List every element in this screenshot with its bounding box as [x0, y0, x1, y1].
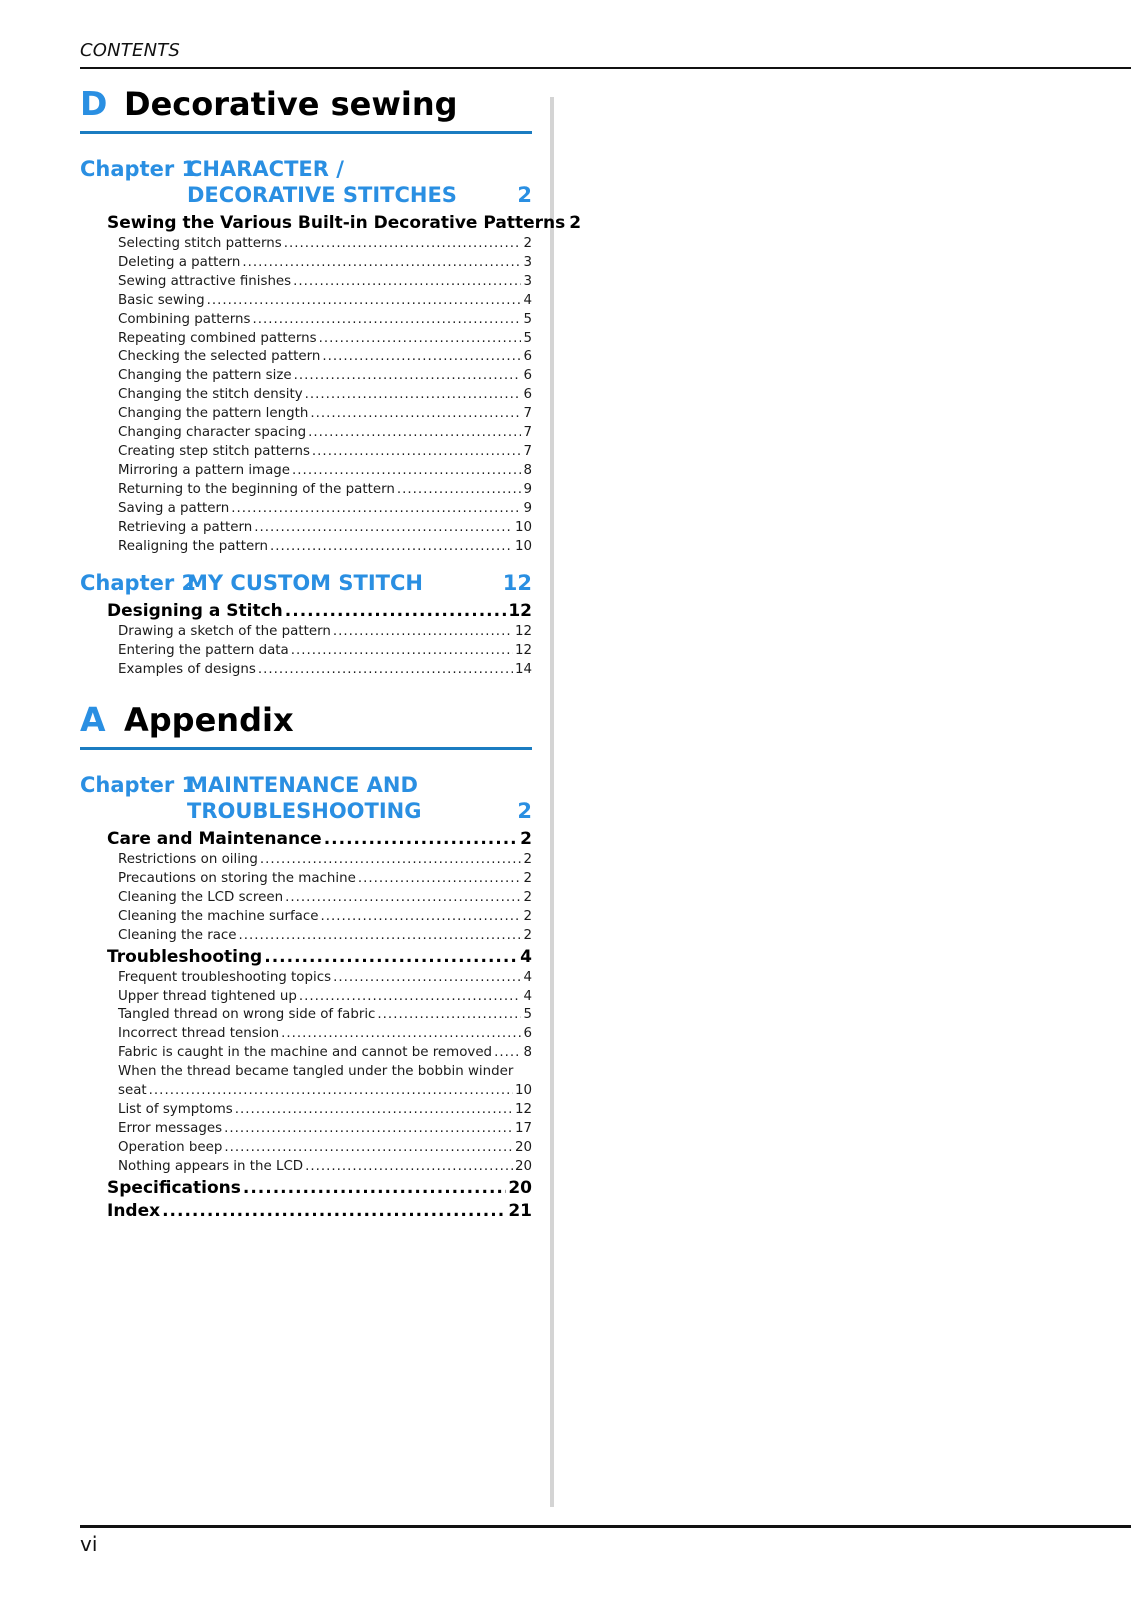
section-title: Specifications: [107, 1177, 241, 1198]
header-rule: [80, 67, 1131, 69]
toc-entry[interactable]: [118, 661, 532, 680]
toc-entry[interactable]: [118, 1158, 532, 1177]
entry-label: Checking the selected pattern: [118, 349, 321, 365]
toc-entry[interactable]: [118, 500, 532, 519]
dot-leader: [377, 1006, 521, 1025]
dot-leader: [322, 348, 521, 367]
entry-page: 12: [514, 643, 532, 659]
dot-leader: [358, 870, 522, 889]
entry-page: 2: [523, 236, 532, 251]
toc-entry[interactable]: [118, 1044, 532, 1063]
toc-section[interactable]: [107, 946, 532, 969]
chapter-number: Chapter 1: [80, 157, 197, 181]
chapter-number: Chapter 1: [80, 773, 197, 798]
entry-page: 12: [514, 624, 532, 640]
dot-leader: [207, 292, 522, 311]
entry-label: Changing the pattern length: [118, 406, 309, 422]
part-letter: D: [80, 84, 108, 123]
dot-leader: [319, 330, 522, 349]
section-title: Sewing the Various Built-in Decorative Patterns: [107, 213, 566, 233]
table-of-contents: [80, 84, 582, 1223]
toc-entry-wrapped-continuation[interactable]: [118, 1082, 532, 1101]
toc-entry[interactable]: [118, 273, 532, 292]
entry-page: 8: [523, 462, 532, 478]
dot-leader: [224, 1120, 513, 1139]
entry-page: 10: [514, 1083, 532, 1099]
entry-label: seat: [118, 1083, 147, 1099]
entry-label: Incorrect thread tension: [118, 1026, 280, 1042]
dot-leader: [305, 386, 522, 405]
entry-label: Deleting a pattern: [118, 254, 241, 270]
entry-label: Selecting stitch patterns: [118, 236, 282, 251]
dot-leader: [281, 1025, 521, 1044]
entry-label: Entering the pattern data: [118, 643, 289, 659]
toc-entry[interactable]: [118, 462, 532, 481]
entry-label: Error messages: [118, 1120, 223, 1136]
entry-page: 5: [523, 330, 532, 346]
dot-leader: [270, 538, 513, 557]
entry-page: 8: [523, 1045, 532, 1061]
entry-label: Frequent troubleshooting topics: [118, 969, 332, 985]
section-title: Designing a Stitch: [107, 601, 283, 622]
dot-leader: [312, 443, 522, 462]
entry-page: 20: [514, 1139, 532, 1155]
entry-label: Operation beep: [118, 1139, 223, 1155]
dot-leader: [294, 367, 522, 386]
entry-label: Restrictions on oiling: [118, 852, 258, 868]
entry-label: Tangled thread on wrong side of fabric: [118, 1007, 376, 1023]
chapter-heading[interactable]: [80, 570, 532, 596]
dot-leader: [242, 254, 521, 273]
footer-rule: [80, 1525, 1131, 1528]
dot-leader: [310, 405, 521, 424]
entry-page: 7: [523, 406, 532, 422]
entry-page: 4: [523, 988, 532, 1004]
entry-label: Repeating combined patterns: [118, 330, 317, 346]
toc-section-index[interactable]: [107, 1200, 532, 1223]
entry-page: 5: [523, 311, 532, 327]
dot-leader: [333, 623, 513, 642]
entry-page: 3: [523, 254, 532, 270]
dot-leader: [284, 235, 522, 254]
toc-entry[interactable]: [118, 969, 532, 988]
entry-label: Returning to the beginning of the pattern: [118, 481, 395, 497]
entry-label: Cleaning the LCD screen: [118, 889, 284, 905]
toc-section[interactable]: [107, 212, 582, 235]
toc-entry[interactable]: [118, 988, 532, 1007]
section-page: 12: [508, 601, 532, 622]
page-number: vi: [80, 1532, 98, 1556]
dot-leader: [293, 273, 521, 292]
entry-label: Mirroring a pattern image: [118, 462, 291, 478]
entry-label: Cleaning the machine surface: [118, 908, 319, 924]
dot-leader: [285, 600, 507, 623]
chapter-page: 2: [517, 183, 532, 207]
toc-entry[interactable]: [118, 424, 532, 443]
section-title: Troubleshooting: [107, 946, 263, 967]
entry-page: 5: [523, 1007, 532, 1023]
toc-entry[interactable]: [118, 1101, 532, 1120]
entry-page: 6: [523, 1026, 532, 1042]
dot-leader: [308, 424, 521, 443]
dot-leader: [149, 1082, 513, 1101]
entry-page: 6: [523, 368, 532, 384]
entry-page: 6: [523, 349, 532, 365]
chapter-title: MAINTENANCE AND TROUBLESHOOTING: [187, 773, 422, 824]
entry-label: Cleaning the race: [118, 927, 237, 943]
entry-label: Realigning the pattern: [118, 538, 268, 554]
toc-entry[interactable]: [118, 889, 532, 908]
entry-label: Fabric is caught in the machine and cannot be removed: [118, 1045, 493, 1061]
section-page: 4: [520, 946, 532, 967]
dot-leader: [292, 462, 521, 481]
dot-leader: [243, 1177, 506, 1200]
toc-entry[interactable]: [118, 851, 532, 870]
dot-leader: [397, 481, 522, 500]
dot-leader: [260, 851, 522, 870]
entry-page: 2: [523, 852, 532, 868]
dot-leader: [239, 927, 522, 946]
dot-leader: [285, 889, 521, 908]
toc-entry-wrapped-first-line[interactable]: [118, 1063, 532, 1082]
toc-entry[interactable]: [118, 405, 532, 424]
chapter-title: CHARACTER / DECORATIVE STITCHES: [187, 157, 457, 207]
chapter-number: Chapter 2: [80, 571, 197, 596]
toc-entry[interactable]: [118, 1120, 532, 1139]
entry-page: 7: [523, 443, 532, 459]
toc-entry[interactable]: [118, 386, 532, 405]
toc-entry[interactable]: [118, 642, 532, 661]
column-divider: [550, 97, 554, 1507]
entry-label: Examples of designs: [118, 662, 256, 678]
entry-page: 2: [523, 908, 532, 924]
entry-label: Creating step stitch patterns: [118, 443, 310, 459]
dot-leader: [333, 969, 521, 988]
dot-leader: [321, 908, 522, 927]
toc-entry[interactable]: [118, 623, 532, 642]
entry-page: 14: [514, 662, 532, 678]
dot-leader: [162, 1200, 506, 1223]
toc-section[interactable]: [107, 600, 532, 623]
toc-entry[interactable]: [118, 1006, 532, 1025]
entry-label: Basic sewing: [118, 292, 205, 308]
entry-page: 12: [514, 1102, 532, 1117]
chapter-heading[interactable]: [80, 156, 532, 208]
entry-label: Nothing appears in the LCD: [118, 1158, 304, 1174]
dot-leader: [254, 519, 513, 538]
part-title: Decorative sewing: [124, 85, 458, 123]
entry-label: List of symptoms: [118, 1102, 233, 1117]
entry-list: [80, 235, 532, 556]
dot-leader: [235, 1101, 513, 1120]
chapter-title: MY CUSTOM STITCH: [187, 571, 423, 596]
toc-entry[interactable]: [118, 1139, 532, 1158]
dot-leader: [252, 311, 521, 330]
toc-entry[interactable]: [118, 927, 532, 946]
dot-leader: [324, 828, 518, 851]
toc-entry[interactable]: [118, 443, 532, 462]
dot-leader: [305, 1158, 513, 1177]
entry-label: Precautions on storing the machine: [118, 871, 356, 887]
dot-leader: [264, 946, 518, 969]
chapter-page: 12: [502, 571, 532, 596]
toc-entry[interactable]: [118, 870, 532, 889]
entry-page: 9: [523, 500, 532, 516]
dot-leader: [299, 988, 522, 1007]
section-title: Care and Maintenance: [107, 829, 322, 850]
dot-leader: [494, 1044, 521, 1063]
toc-section[interactable]: [107, 828, 532, 851]
entry-label: Changing the pattern size: [118, 368, 292, 384]
dot-leader: [291, 642, 513, 661]
entry-page: 7: [523, 425, 532, 441]
part-heading-appendix: [80, 700, 532, 750]
chapter-heading[interactable]: [80, 772, 532, 824]
toc-entry[interactable]: [118, 1025, 532, 1044]
dot-leader: [231, 500, 521, 519]
toc-entry[interactable]: [118, 235, 532, 254]
part-heading-decorative-sewing: [80, 84, 532, 134]
entry-page: 10: [514, 538, 532, 554]
toc-entry[interactable]: [118, 367, 532, 386]
entry-label: When the thread became tangled under the bobbin winder: [118, 1064, 514, 1080]
entry-page: 20: [514, 1158, 532, 1174]
toc-entry[interactable]: [118, 311, 532, 330]
entry-label: Retrieving a pattern: [118, 519, 253, 535]
toc-entry[interactable]: [118, 481, 532, 500]
toc-entry[interactable]: [118, 330, 532, 349]
chapter-page: 2: [517, 799, 532, 824]
dot-leader: [258, 661, 513, 680]
entry-label: Sewing attractive finishes: [118, 273, 292, 289]
entry-page: 2: [523, 927, 532, 943]
dot-leader: [224, 1139, 513, 1158]
entry-page: 3: [523, 273, 532, 289]
toc-entry[interactable]: [118, 254, 532, 273]
entry-page: 4: [523, 292, 532, 308]
section-page: 2: [569, 213, 582, 233]
toc-entry[interactable]: [118, 519, 532, 538]
entry-page: 2: [523, 889, 532, 905]
section-page: 20: [508, 1177, 532, 1198]
entry-label: Changing the stitch density: [118, 387, 303, 403]
entry-label: Combining patterns: [118, 311, 251, 327]
entry-page: 6: [523, 387, 532, 403]
section-page: 2: [520, 829, 532, 850]
entry-label: Drawing a sketch of the pattern: [118, 624, 331, 640]
toc-entry[interactable]: [118, 538, 532, 557]
toc-section-specifications[interactable]: [107, 1177, 532, 1200]
toc-entry[interactable]: [118, 292, 532, 311]
entry-page: 9: [523, 481, 532, 497]
entry-label: Saving a pattern: [118, 500, 230, 516]
toc-entry[interactable]: [118, 348, 532, 367]
entry-page: 17: [514, 1120, 532, 1136]
part-title: Appendix: [124, 701, 294, 740]
entry-page: 10: [514, 519, 532, 535]
entry-page: 2: [523, 871, 532, 887]
section-title: Index: [107, 1200, 161, 1221]
entry-label: Changing character spacing: [118, 425, 307, 441]
entry-label: Upper thread tightened up: [118, 988, 297, 1004]
toc-entry[interactable]: [118, 908, 532, 927]
running-header-title: CONTENTS: [80, 40, 181, 61]
part-letter: A: [80, 700, 106, 740]
section-page: 21: [508, 1200, 532, 1221]
entry-page: 4: [523, 969, 532, 985]
